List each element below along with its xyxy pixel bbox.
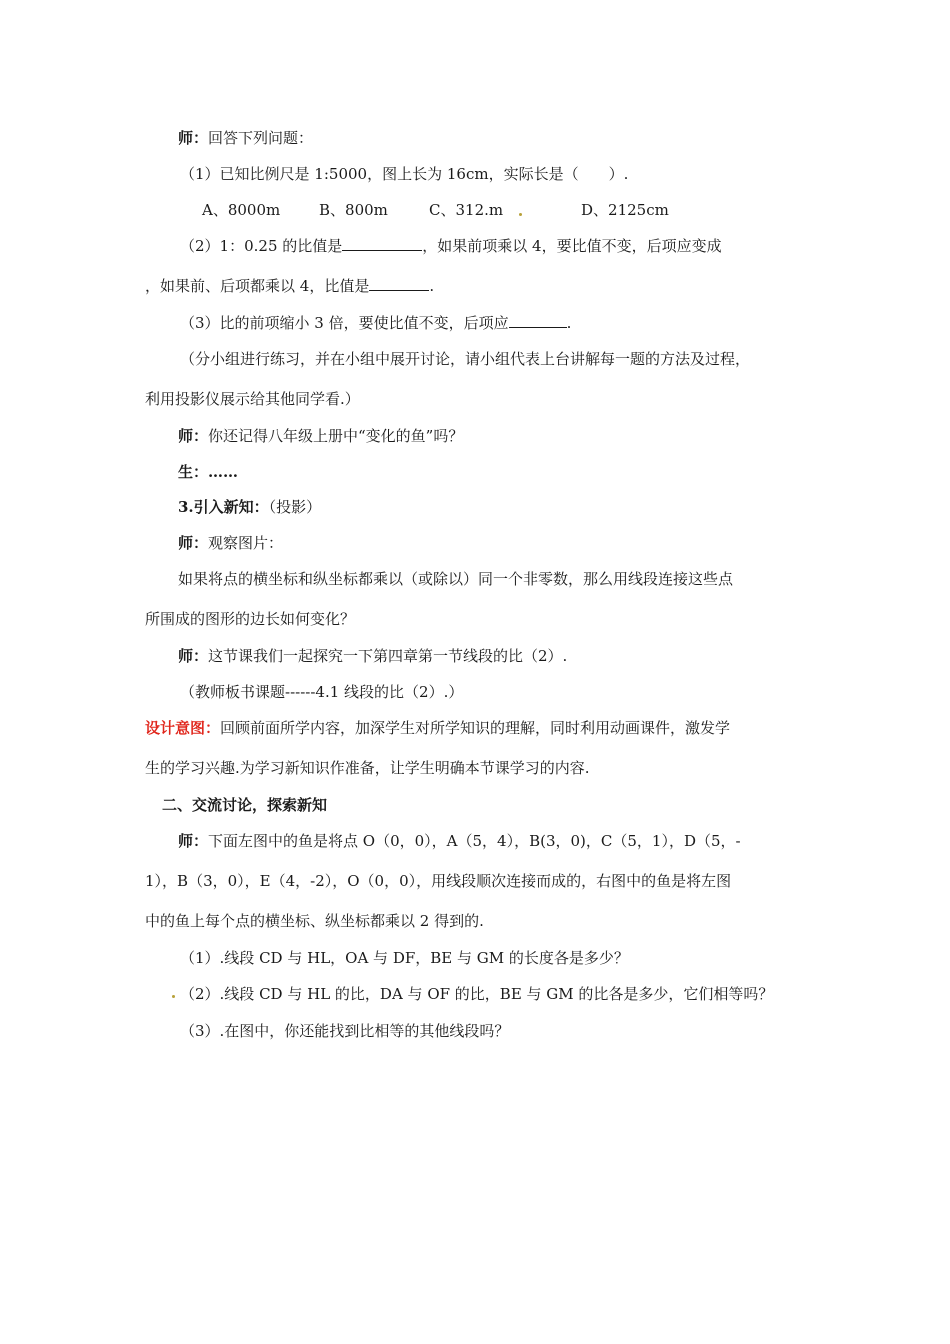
line-text: 回答下列问题： <box>208 129 314 147</box>
section-3-heading <box>178 497 321 517</box>
question-1-options <box>202 200 669 220</box>
teacher-line-1 <box>178 128 313 148</box>
q3-text-a: （3）比的前项缩小 3 倍，要使比值不变，后项应 <box>180 314 509 332</box>
speaker-label: 师： <box>178 647 209 665</box>
line-text: 回顾前面所学内容，加深学生对所学知识的理解，同时利用动画课件，激发学 <box>220 719 731 737</box>
stray-mark <box>172 995 175 998</box>
question-2-line-1 <box>180 236 722 256</box>
line-text: 这节课我们一起探究一下第四章第一节线段的比（2）. <box>208 647 568 665</box>
exercise-3: （3）.在图中，你还能找到比相等的其他线段吗？ <box>180 1022 510 1040</box>
question-2-line-2 <box>145 276 434 296</box>
section-label: 3.引入新知： <box>178 498 269 516</box>
teacher-line-4 <box>178 646 567 666</box>
answer-blank <box>509 313 567 328</box>
line-text: 你还记得八年级上册中“变化的鱼”吗？ <box>208 427 464 445</box>
speaker-label: 师： <box>178 129 209 147</box>
q2-text-d: . <box>429 277 435 295</box>
line-text: 观察图片： <box>208 534 284 552</box>
speaker-label: 生： <box>178 463 209 481</box>
teacher-line-5 <box>178 831 741 851</box>
q2-text-a: （2）1：0.25 的比值是 <box>180 237 343 255</box>
q2-text-c: ，如果前、后项都乘以 4，比值是 <box>145 277 370 295</box>
paragraph-1-line-2: 所围成的图形的边长如何变化？ <box>145 610 356 628</box>
group-note-line-1: （分小组进行练习，并在小组中展开讨论，请小组代表上台讲解每一题的方法及过程， <box>180 350 751 368</box>
teacher-line-3 <box>178 533 283 553</box>
answer-blank <box>369 276 429 291</box>
line-text: …… <box>208 463 239 481</box>
exercise-2: （2）.线段 CD 与 HL 的比，DA 与 OF 的比，BE 与 GM 的比各是多少，它们相等吗？ <box>180 985 774 1003</box>
speaker-label: 师： <box>178 832 209 850</box>
teacher-line-2 <box>178 426 463 446</box>
question-1: （1）已知比例尺是 1:5000，图上长为 16cm，实际长是（ ）. <box>180 165 629 183</box>
design-intent-line-1 <box>145 718 730 738</box>
paragraph-1-line-1: 如果将点的横坐标和纵坐标都乘以（或除以）同一个非零数，那么用线段连接这些点 <box>178 570 734 588</box>
section-text: （投影） <box>268 498 322 516</box>
student-line <box>178 462 238 482</box>
part-2-heading: 二、交流讨论，探索新知 <box>162 796 328 814</box>
design-intent-label: 设计意图： <box>145 719 221 737</box>
speaker-label: 师： <box>178 427 209 445</box>
q3-text-b: . <box>566 314 572 332</box>
option-b: B、800m <box>319 201 388 219</box>
design-intent-line-2: 生的学习兴趣.为学习新知识作准备，让学生明确本节课学习的内容. <box>145 759 590 777</box>
teacher-line-5-cont-1: 1），B（3，0），E（4，-2），O（0，0），用线段顺次连接而成的，右图中的鱼是将左图 <box>145 872 732 890</box>
option-a: A、8000m <box>202 201 281 219</box>
exercise-1: （1）.线段 CD 与 HL，OA 与 DF，BE 与 GM 的长度各是多少？ <box>180 949 629 967</box>
board-title: （教师板书课题------4.1 线段的比（2）.） <box>180 683 464 701</box>
option-c: C、312.m <box>429 201 504 219</box>
teacher-line-5-cont-2: 中的鱼上每个点的横坐标、纵坐标都乘以 2 得到的. <box>145 912 484 930</box>
question-3 <box>180 313 571 333</box>
answer-blank <box>342 236 422 251</box>
speaker-label: 师： <box>178 534 209 552</box>
option-d: D、2125cm <box>581 201 669 219</box>
stray-mark <box>519 213 522 216</box>
line-text: 下面左图中的鱼是将点 O（0，0），A（5，4），B(3，0)，C（5，1），D（5，- <box>208 832 741 850</box>
q2-text-b: ，如果前项乘以 4，要比值不变，后项应变成 <box>422 237 722 255</box>
group-note-line-2: 利用投影仪展示给其他同学看.） <box>145 390 360 408</box>
